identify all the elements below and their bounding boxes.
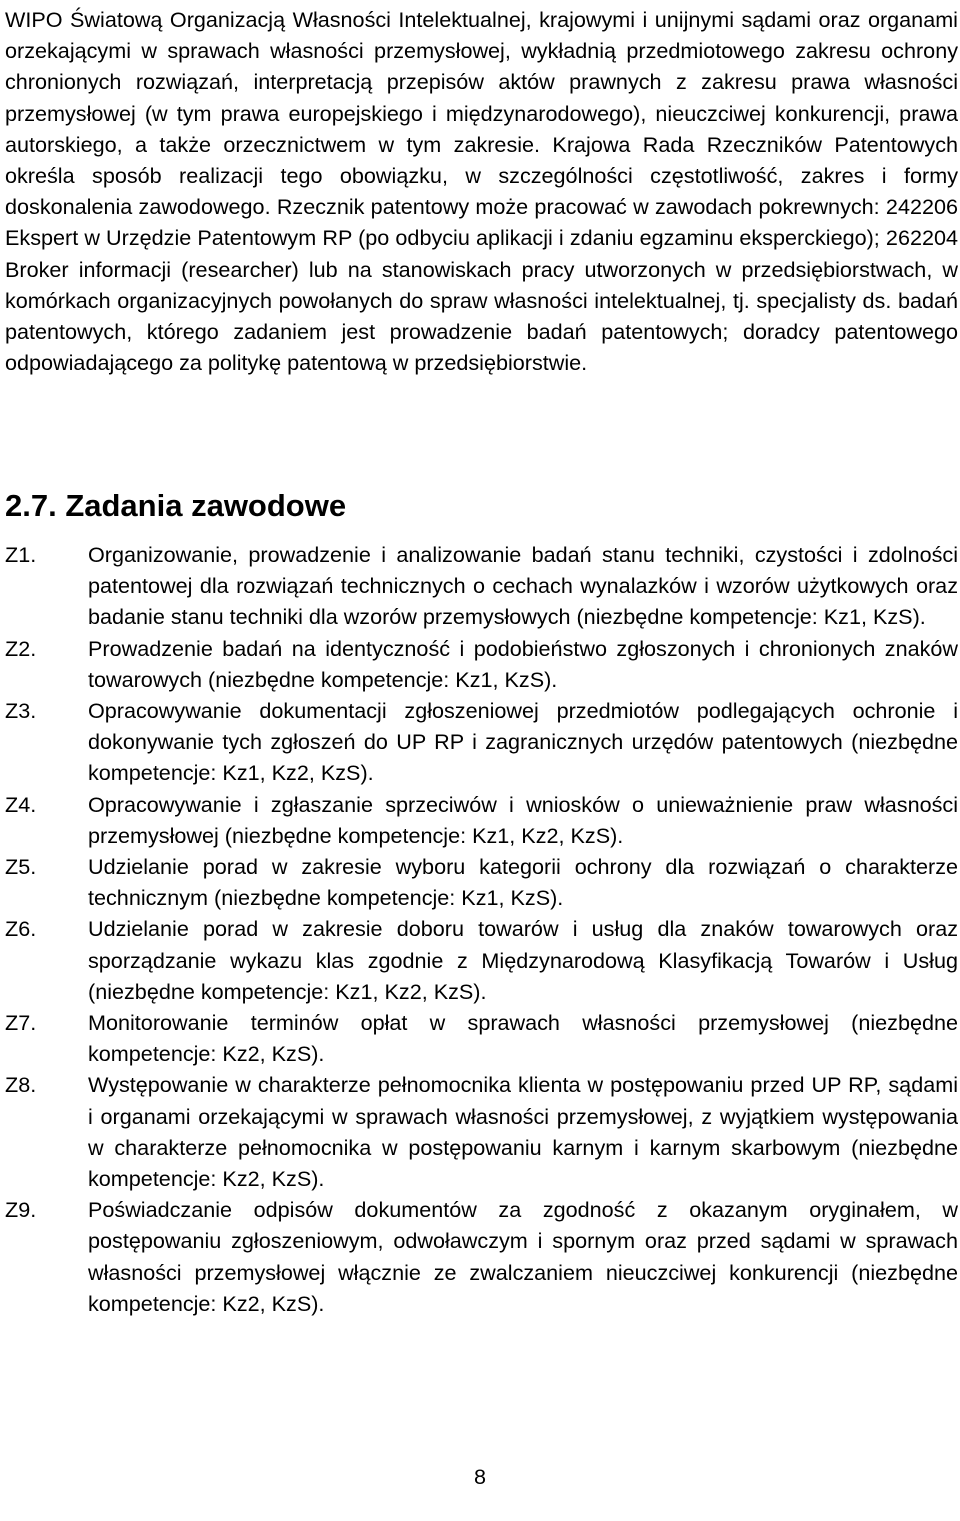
task-number: Z7. xyxy=(5,1010,37,1036)
task-text: Udzielanie porad w zakresie doboru towarów i usług dla znaków towarowych oraz sporządzanie wykazu klas zgodnie z Międzynarodową Klasyfikacją Towarów i Usług (niezbędne kompetencje: Kz1, Kz2, KzS). xyxy=(88,916,958,1004)
task-number: Z8. xyxy=(5,1072,37,1098)
task-number: Z4. xyxy=(5,791,37,817)
task-number: Z1. xyxy=(5,542,37,567)
task-number: Z3. xyxy=(5,698,37,724)
task-text: Występowanie w charakterze pełnomocnika klienta w postępowaniu przed UP RP, sądami i organami orzekającymi w sprawach własności przemysłowej, z wyjątkiem występowania w charakterze pełnomocnika w postępowaniu karnym i karnym skarbowym (niezbędne kompetencje: Kz2, KzS). xyxy=(88,1072,958,1192)
task-number: Z9. xyxy=(5,1197,37,1223)
task-number: Z5. xyxy=(5,854,37,880)
task-text: Monitorowanie terminów opłat w sprawach własności przemysłowej (niezbędne kompetencje: Kz2, KzS). xyxy=(88,1010,958,1067)
task-text: Opracowywanie dokumentacji zgłoszeniowej przedmiotów podlegających ochronie i dokonywanie tych zgłoszeń do UP RP i zagranicznych urzędów patentowych (niezbędne kompetencje: Kz1, Kz2, KzS). xyxy=(88,698,958,786)
intro-paragraph: WIPO Światową Organizacją Własności Intelektualnej, krajowymi i unijnymi sądami oraz organami orzekającymi w sprawach własności przemysłowej, wykładnią przedmiotowego zakresu ochrony chronionych rozwiązań, interpretacją przepisów aktów prawnych z zakresu prawa własności przemysłowej (w tym prawa europejskiego i międzynarodowego), nieuczciwej konkurencji, prawa autorskiego, a także orzecznictwem w tym zakresie. Krajowa Rada Rzeczników Patentowych określa sposób realizacji tego obowiązku, w szczególności częstotliwość, zakres i formy doskonalenia zawodowego. Rzecznik patentowy może pracować w zawodach pokrewnych: 242206 Ekspert w Urzędzie Patentowym RP (po odbyciu aplikacji i zdaniu egzaminu eksperckiego); 262204 Broker informacji (researcher) lub na stanowiskach pracy utworzonych w przedsiębiorstwach, w komórkach organizacyjnych powołanych do spraw własności intelektualnej, tj. specjalisty ds. badań patentowych, którego zadaniem jest prowadzenie badań patentowych; doradcy patentowego odpowiadającego za politykę patentową w przedsiębiorstwie. xyxy=(5,7,958,376)
section-heading: 2.7. Zadania zawodowe xyxy=(5,488,347,523)
page-number: 8 xyxy=(473,1464,486,1489)
task-item xyxy=(5,539,958,633)
task-text: Udzielanie porad w zakresie wyboru kategorii ochrony dla rozwiązań o charakterze technicznym (niezbędne kompetencje: Kz1, KzS). xyxy=(88,854,958,911)
task-text: Prowadzenie badań na identyczność i podobieństwo zgłoszonych i chronionych znaków towarowych (niezbędne kompetencje: Kz1, KzS). xyxy=(88,635,958,692)
task-item xyxy=(5,789,958,851)
task-text: Poświadczanie odpisów dokumentów za zgodność z okazanym oryginałem, w postępowaniu zgłoszeniowym, odwoławczym i spornym oraz przed sądami w sprawach własności przemysłowej włącznie ze zwalczaniem nieuczciwej konkurencji (niezbędne kompetencje: Kz2, KzS). xyxy=(88,1197,958,1316)
task-item xyxy=(5,1069,958,1194)
task-item xyxy=(5,1007,958,1069)
task-number: Z2. xyxy=(5,635,37,661)
task-item xyxy=(5,1194,958,1319)
task-item xyxy=(5,633,958,695)
task-list xyxy=(5,539,958,1319)
task-item xyxy=(5,851,958,913)
task-item xyxy=(5,913,958,1007)
task-number: Z6. xyxy=(5,916,37,942)
task-text: Organizowanie, prowadzenie i analizowanie badań stanu techniki, czystości i zdolności patentowej dla rozwiązań technicznych o cechach wynalazków i wzorów użytkowych oraz badanie stanu techniki dla wzorów przemysłowych (niezbędne kompetencje: Kz1, KzS). xyxy=(88,542,958,630)
task-item xyxy=(5,695,958,789)
task-text: Opracowywanie i zgłaszanie sprzeciwów i wniosków o unieważnienie praw własności przemysłowej (niezbędne kompetencje: Kz1, Kz2, KzS). xyxy=(88,791,958,848)
